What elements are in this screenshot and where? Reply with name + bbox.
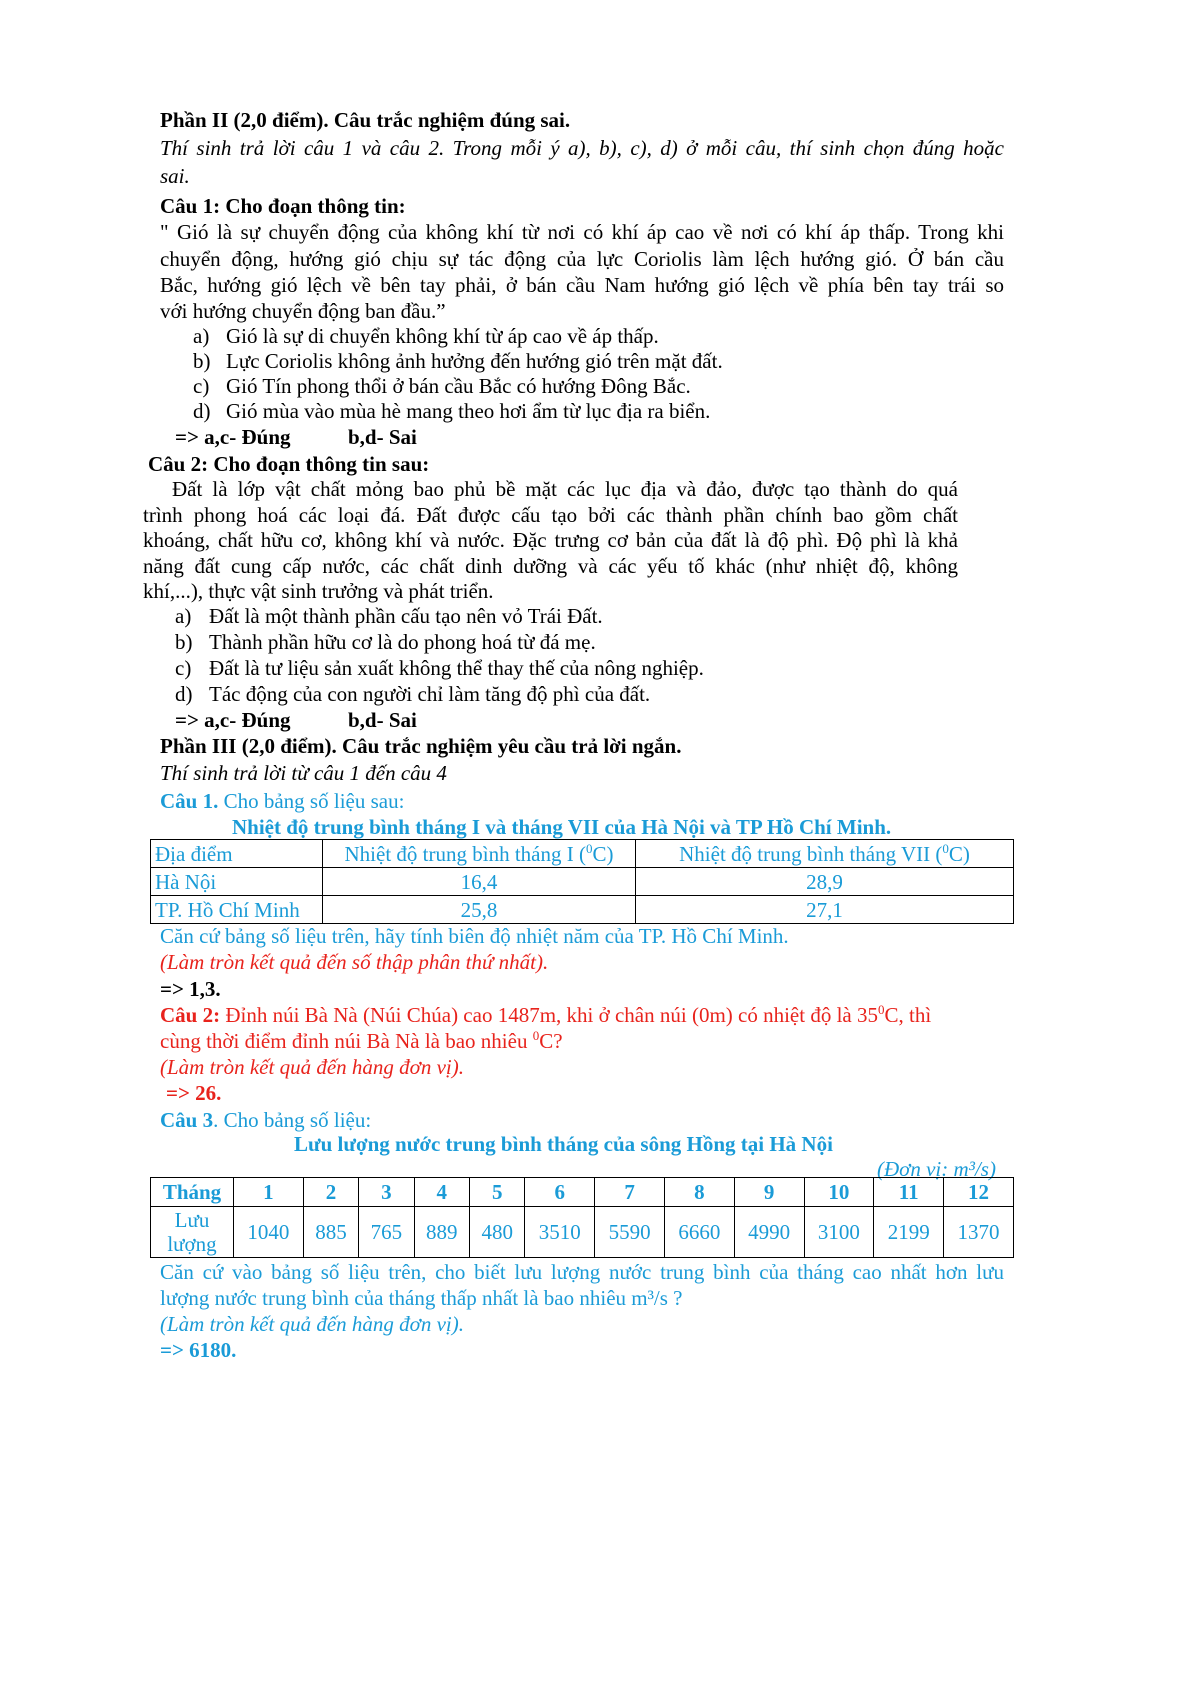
q2-heading: Câu 2: Cho đoạn thông tin sau: xyxy=(148,452,430,476)
p3q1-heading: Câu 1. xyxy=(160,789,219,813)
table-cell: 1370 xyxy=(944,1207,1014,1258)
degree-sup: 0 xyxy=(877,1002,885,1017)
table-row xyxy=(151,896,1014,924)
table-header-row xyxy=(151,1178,1014,1207)
header-cell: 12 xyxy=(944,1178,1014,1207)
header-cell: 8 xyxy=(664,1178,734,1207)
header-cell: Nhiệt độ trung bình tháng I ($^0$C) xyxy=(323,840,636,868)
table-row xyxy=(151,1207,1014,1258)
p3q1-line xyxy=(160,787,404,815)
q1-passage-line-4: với hướng chuyển động ban đầu.” xyxy=(160,299,446,323)
q1-option-c-text: Gió Tín phong thổi ở bán cầu Bắc có hướng Đông Bắc. xyxy=(226,374,691,398)
table-cell: 2199 xyxy=(874,1207,944,1258)
p3q1-answer: => 1,3. xyxy=(160,977,221,1001)
table-cell: 3100 xyxy=(804,1207,874,1258)
q2-option-b-text: Thành phần hữu cơ là do phong hoá từ đá mẹ. xyxy=(209,630,596,654)
q2-option-a-text: Đất là một thành phần cấu tạo nên vỏ Trái Đất. xyxy=(209,604,603,628)
part2-instruction-line-2: sai. xyxy=(160,164,190,188)
q1-heading: Câu 1: Cho đoạn thông tin: xyxy=(160,194,406,218)
p3q3-table-title: Lưu lượng nước trung bình tháng của sông Hồng tại Hà Nội xyxy=(294,1132,833,1156)
q2-passage-line-5: khí,...), thực vật sinh trưởng và phát triển. xyxy=(143,579,494,603)
q1-passage-line-2: chuyển động, hướng gió chịu sự tác động của lực Coriolis làm lệch hướng gió. Ở bán cầu xyxy=(160,247,1004,271)
part2-instruction-line-1: Thí sinh trả lời câu 1 và câu 2. Trong mỗi ý a), b), c), d) ở mỗi câu, thí sinh chọn đúng hoặc xyxy=(160,136,1004,160)
p3q3-heading: Câu 3 xyxy=(160,1108,214,1132)
table-cell: 480 xyxy=(470,1207,525,1258)
p3q3-unit: (Đơn vị: m³/s) xyxy=(877,1157,996,1181)
header-cell: Nhiệt độ trung bình tháng VII ($^0$C) xyxy=(636,840,1014,868)
q2-passage-line-4: năng đất cung cấp nước, các chất dinh dưỡng và các yếu tố khác (như nhiệt độ, không xyxy=(143,554,958,578)
q1-passage-line-3: Bắc, hướng gió lệch về bên tay phải, ở bán cầu Nam hướng gió lệch về phía bên tay trái so xyxy=(160,273,1004,297)
table-header-row xyxy=(151,840,1014,868)
header-cell: 1 xyxy=(234,1178,304,1207)
q1-option-b-label: b) xyxy=(193,349,211,373)
q1-answer-true: => a,c- Đúng xyxy=(175,425,291,449)
p3q3-note: (Làm tròn kết quả đến hàng đơn vị). xyxy=(160,1312,464,1336)
table-cell: 25,8 xyxy=(323,896,636,924)
temperature-table xyxy=(150,839,1014,924)
q2-option-d-text: Tác động của con người chỉ làm tăng độ phì của đất. xyxy=(209,682,651,706)
header-cell: 2 xyxy=(303,1178,358,1207)
table-cell: 28,9 xyxy=(636,868,1014,896)
p3q3-answer: => 6180. xyxy=(160,1338,237,1362)
p3q1-question: Căn cứ bảng số liệu trên, hãy tính biên độ nhiệt năm của TP. Hồ Chí Minh. xyxy=(160,924,789,948)
q2-option-c-text: Đất là tư liệu sản xuất không thể thay thế của nông nghiệp. xyxy=(209,656,704,680)
p3q1-table-title: Nhiệt độ trung bình tháng I và tháng VII của Hà Nội và TP Hồ Chí Minh. xyxy=(232,815,892,839)
table-cell: TP. Hồ Chí Minh xyxy=(151,896,323,924)
p3q3-intro: . Cho bảng số liệu: xyxy=(213,1108,372,1132)
q2-option-b-label: b) xyxy=(175,630,193,654)
header-cell: 5 xyxy=(470,1178,525,1207)
header-cell: 10 xyxy=(804,1178,874,1207)
header-cell: Tháng xyxy=(151,1178,234,1207)
header-cell: 3 xyxy=(359,1178,414,1207)
table-cell: 4990 xyxy=(734,1207,804,1258)
p3q2-answer: => 26. xyxy=(166,1081,222,1105)
table-cell: 3510 xyxy=(525,1207,595,1258)
p3q2-text: Đỉnh núi Bà Nà (Núi Chúa) cao 1487m, khi ở chân núi (0m) có nhiệt độ là 35 xyxy=(220,1003,878,1027)
header-cell: 11 xyxy=(874,1178,944,1207)
p3q2-text: C, thì xyxy=(884,1003,932,1027)
degree-sup: 0 xyxy=(532,1028,540,1043)
table-cell: 16,4 xyxy=(323,868,636,896)
header-cell: Địa điểm xyxy=(151,840,323,868)
header-cell: 6 xyxy=(525,1178,595,1207)
q1-option-a-label: a) xyxy=(193,324,210,348)
p3q2-text: C? xyxy=(539,1029,563,1053)
p3q2-text: cùng thời điểm đỉnh núi Bà Nà là bao nhiêu xyxy=(160,1029,533,1053)
p3q1-intro: Cho bảng số liệu sau: xyxy=(218,789,405,813)
q2-passage-line-2: trình phong hoá các loại đá. Đất được cấu tạo bởi các thành phần chính bao gồm chất xyxy=(143,503,958,527)
table-cell: 1040 xyxy=(234,1207,304,1258)
q1-option-a-text: Gió là sự di chuyển không khí từ áp cao về áp thấp. xyxy=(226,324,659,348)
header-cell: 9 xyxy=(734,1178,804,1207)
q2-answer-false: b,d- Sai xyxy=(348,708,417,732)
row-label-cell: Lưu lượng xyxy=(151,1207,234,1258)
q2-option-a-label: a) xyxy=(175,604,192,628)
p3q2-note: (Làm tròn kết quả đến hàng đơn vị). xyxy=(160,1055,464,1079)
q2-answer-true: => a,c- Đúng xyxy=(175,708,291,732)
table-cell: 765 xyxy=(359,1207,414,1258)
q1-option-d-label: d) xyxy=(193,399,211,423)
p3q2-line-2 xyxy=(160,1027,563,1055)
header-cell: 4 xyxy=(414,1178,469,1207)
table-cell: 6660 xyxy=(664,1207,734,1258)
part2-heading: Phần II (2,0 điểm). Câu trắc nghiệm đúng sai. xyxy=(160,108,571,132)
table-row xyxy=(151,868,1014,896)
q2-passage-line-3: khoáng, chất hữu cơ, không khí và nước. Đặc trưng cơ bản của đất là độ phì. Độ phì là khả xyxy=(143,528,958,552)
q2-passage-line-1: Đất là lớp vật chất mỏng bao phủ bề mặt các lục địa và đảo, được tạo thành do quá xyxy=(172,477,958,501)
table-cell: 885 xyxy=(303,1207,358,1258)
q1-option-d-text: Gió mùa vào mùa hè mang theo hơi ẩm từ lục địa ra biển. xyxy=(226,399,711,423)
q1-passage-line-1: " Gió là sự chuyển động của không khí từ nơi có khí áp cao về nơi có khí áp thấp. Trong khi xyxy=(160,220,1004,244)
p3q3-question-line-2: lượng nước trung bình của tháng thấp nhất là bao nhiêu m³/s ? xyxy=(160,1286,683,1310)
q1-answer-false: b,d- Sai xyxy=(348,425,417,449)
header-cell: 7 xyxy=(595,1178,665,1207)
q2-option-c-label: c) xyxy=(175,656,192,680)
table-cell: 5590 xyxy=(595,1207,665,1258)
table-cell: 27,1 xyxy=(636,896,1014,924)
p3q2-heading: Câu 2: xyxy=(160,1003,221,1027)
river-flow-table xyxy=(150,1177,1014,1258)
q1-option-c-label: c) xyxy=(193,374,210,398)
part3-heading: Phần III (2,0 điểm). Câu trắc nghiệm yêu cầu trả lời ngắn. xyxy=(160,734,682,758)
p3q3-question-line-1: Căn cứ vào bảng số liệu trên, cho biết lưu lượng nước trung bình của tháng cao nhất hơn lưu xyxy=(160,1260,1004,1284)
table-cell: Hà Nội xyxy=(151,868,323,896)
table-cell: 889 xyxy=(414,1207,469,1258)
q2-option-d-label: d) xyxy=(175,682,193,706)
q1-option-b-text: Lực Coriolis không ảnh hưởng đến hướng gió trên mặt đất. xyxy=(226,349,723,373)
p3q1-note: (Làm tròn kết quả đến số thập phân thứ nhất). xyxy=(160,950,549,974)
part3-instruction: Thí sinh trả lời từ câu 1 đến câu 4 xyxy=(160,761,447,785)
p3q2-line-1 xyxy=(160,1001,931,1029)
